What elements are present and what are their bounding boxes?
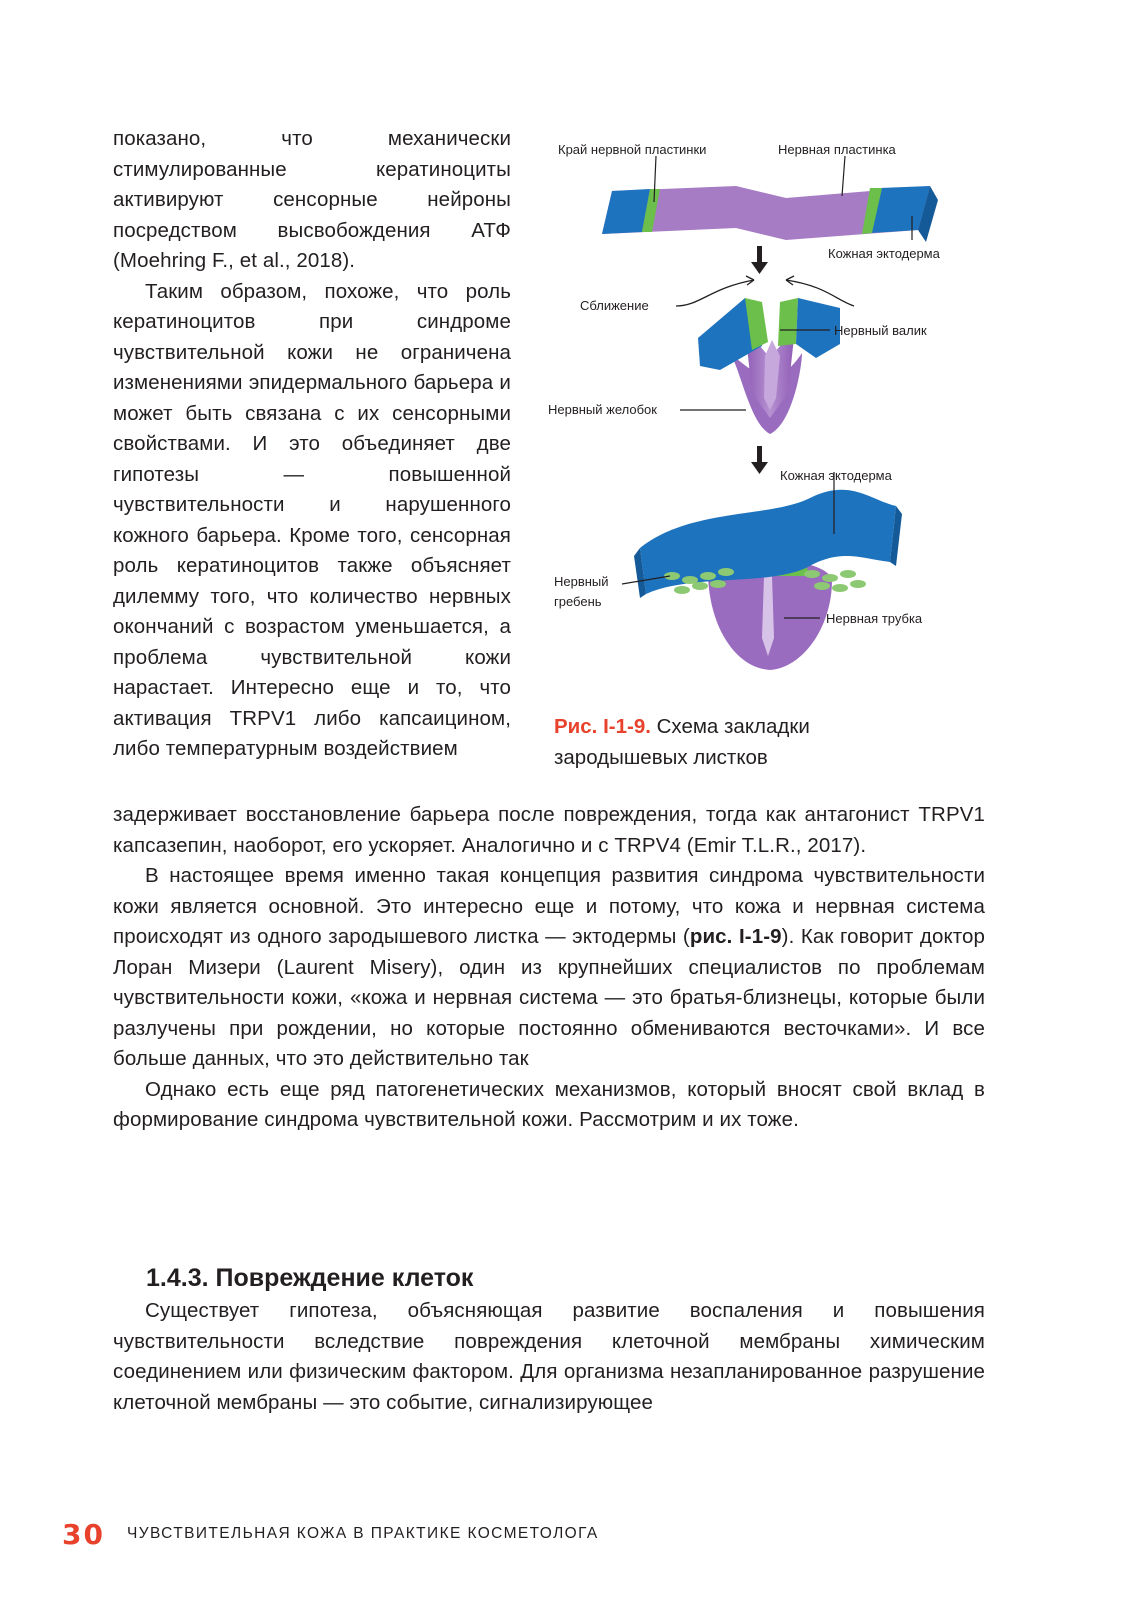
label-neural-crest-line1: Нервный: [554, 574, 609, 589]
running-title: ЧУВСТВИТЕЛЬНАЯ КОЖА В ПРАКТИКЕ КОСМЕТОЛОГА: [126, 1525, 599, 1542]
paragraph-1: показано, что механически стимулированные кератиноциты активируют сенсорные нейроны посредством высвобождения АТФ (Moehring F., et al., 2018).: [113, 127, 511, 272]
arrow-down-1: [751, 246, 768, 274]
figure-reference: рис. I-1-9: [689, 925, 782, 948]
germ-layers-diagram: [540, 128, 1000, 708]
caption-text: Схема закладки зародышевых листков: [554, 715, 810, 769]
ectoderm-left: [602, 189, 650, 234]
full-width-text: [113, 800, 985, 1136]
paragraph-3-part-2: ). Как говорит доктор Лоран Мизери (Laurent Misery), один из крупнейших специалистов по проблемам чувствительности кожи, «кожа и нервная система — это братья-близнецы, которые были разлучены при рождении, но которые постоянно обмениваются весточками». И все больше данных, что это действительно так: [113, 925, 986, 1070]
section-heading: 1.4.3. Повреждение клеток: [146, 1264, 474, 1292]
figure-caption: [554, 712, 884, 773]
label-convergence: Сближение: [580, 298, 649, 313]
paragraph-3-part-1: В настоящее время именно такая концепция развития синдрома чувствительности кожи является основной. Это интересно еще и потому, что кожа и нервная система происходят из одного зародышевого листка — эктодермы (: [113, 864, 985, 948]
section-body: [113, 1296, 985, 1418]
stage-neural-tube: [634, 490, 902, 670]
figure-germ-layers: [540, 128, 1000, 708]
paragraph-5: Существует гипотеза, объясняющая развитие воспаления и повышения чувствительности вследствие повреждения клеточной мембраны химическим соединением или физическим фактором. Для организма незапланированное разрушение клеточной мембраны — это событие, сигнализирующее: [113, 1299, 985, 1414]
label-neural-plate: Нервная пластинка: [778, 142, 896, 157]
arrow-down-2: [751, 446, 768, 474]
label-neural-crest-line2: гребень: [554, 594, 602, 609]
paragraph-3: [113, 861, 985, 1075]
label-neural-fold: Нервный валик: [834, 323, 927, 338]
paragraph-4: Однако есть еще ряд патогенетических механизмов, который вносят свой вклад в формирование синдрома чувствительной кожи. Рассмотрим и их тоже.: [113, 1077, 985, 1131]
page-number: 30: [62, 1517, 105, 1551]
page-footer: [62, 1514, 599, 1554]
label-skin-ectoderm-bottom: Кожная эктодерма: [780, 468, 892, 483]
left-column: [113, 124, 511, 765]
stage-neural-plate: [602, 186, 938, 242]
label-neural-groove: Нервный желобок: [548, 402, 657, 417]
caption-figure-number: Рис. I-1-9.: [554, 715, 651, 738]
label-skin-ectoderm-top: Кожная эктодерма: [828, 246, 940, 261]
paragraph-2: Таким образом, похоже, что роль кератиноцитов при синдроме чувствительной кожи не ограничена изменениями эпидермального барьера и может быть связана с их сенсорными свойствами. И это объединяет две гипотезы — повышенной чувствительности и нарушенного кожного барьера. Кроме того, сенсорная роль кератиноцитов также объясняет дилемму того, что количество нервных окончаний с возрастом уменьшается, а проблема чувствительной кожи нарастает. Интересно еще и то, что активация TRPV1 либо капсаицином, либо температурным воздействием: [113, 279, 511, 760]
label-neural-plate-edge: Край нервной пластинки: [558, 142, 707, 157]
label-neural-tube: Нервная трубка: [826, 611, 923, 626]
paragraph-2-continued: задерживает восстановление барьера после повреждения, тогда как антагонист TRPV1 капсазепин, наоборот, его ускоряет. Аналогично и с TRPV4 (Emir T.L.R., 2017).: [113, 803, 985, 857]
